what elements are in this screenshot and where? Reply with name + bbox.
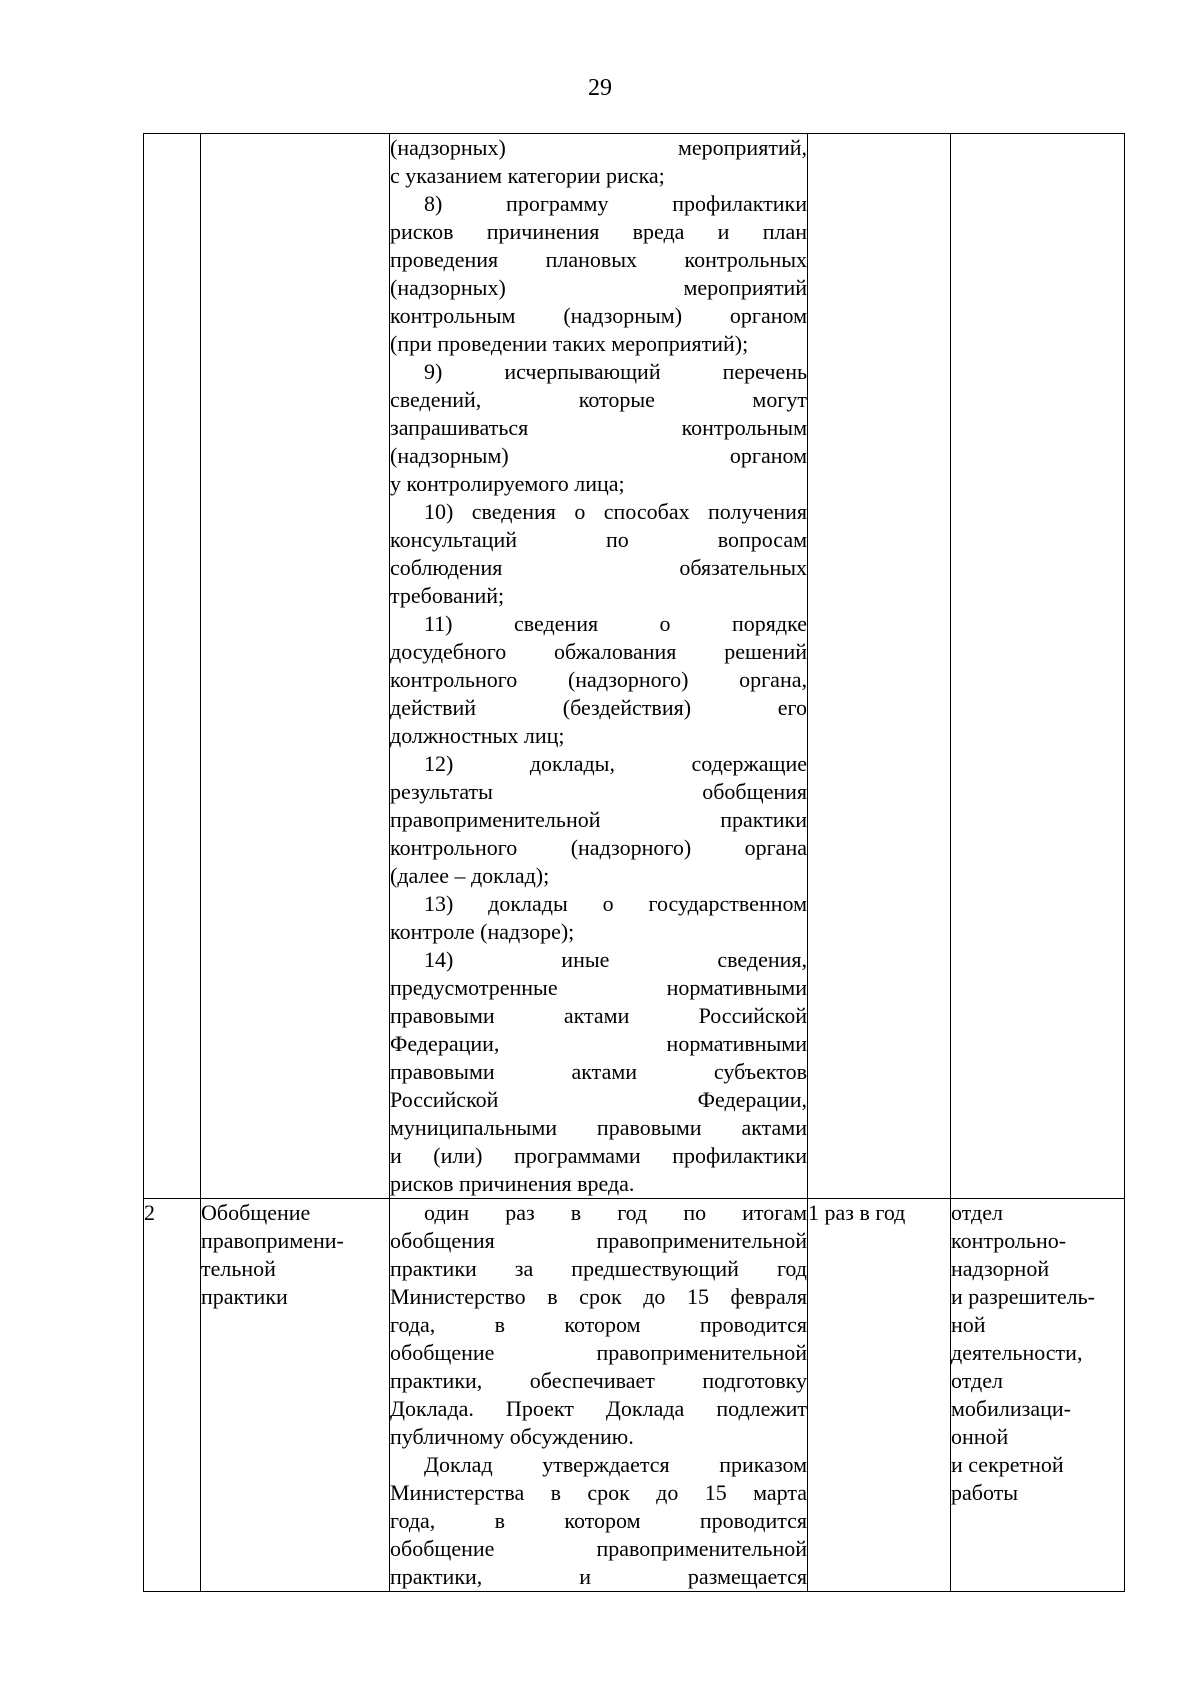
responsible-line: ной — [951, 1312, 986, 1337]
description-line: контрольным (надзорным) органом — [390, 303, 807, 328]
description-line: Доклада. Проект Доклада подлежит — [390, 1396, 807, 1421]
responsible-line: отдел — [951, 1368, 1003, 1393]
description-line: (при проведении таких мероприятий); — [390, 331, 749, 356]
responsible-line: надзорной — [951, 1256, 1050, 1281]
description-line: у контролируемого лица; — [390, 471, 625, 496]
measure-name-cell — [201, 1199, 390, 1592]
description-line: Министерство в срок до 15 февраля — [390, 1284, 807, 1309]
table-row — [144, 1199, 1125, 1592]
responsible-cell — [951, 1199, 1125, 1592]
row-number-cell — [144, 1199, 201, 1592]
description-line: результаты обобщения — [390, 779, 807, 804]
description-line: года, в котором проводится — [390, 1508, 807, 1533]
description-line: Федерации, нормативными — [390, 1031, 807, 1056]
description-line: 12) доклады, содержащие — [424, 751, 807, 776]
measure-name-cell — [201, 134, 390, 1199]
description-line: предусмотренные нормативными — [390, 975, 807, 1000]
description-line: сведений, которые могут — [390, 387, 807, 412]
measure-name-line: правопримени- — [201, 1228, 344, 1253]
term-text: 1 раз в год — [808, 1200, 906, 1225]
responsible-line: отдел — [951, 1200, 1003, 1225]
description-line: 13) доклады о государственном — [424, 891, 807, 916]
responsible-line: и разрешитель- — [951, 1284, 1095, 1309]
description-line: (надзорным) органом — [390, 443, 807, 468]
measures-table — [143, 133, 1125, 1592]
description-line: 9) исчерпывающий перечень — [424, 359, 807, 384]
table-row — [144, 134, 1125, 1199]
description-line: (надзорных) мероприятий — [390, 275, 807, 300]
description-line: соблюдения обязательных — [390, 555, 807, 580]
measure-description-cell — [390, 1199, 808, 1592]
description-line: с указанием категории риска; — [390, 163, 665, 188]
description-line: (надзорных) мероприятий, — [390, 135, 807, 160]
description-line: консультаций по вопросам — [390, 527, 807, 552]
page-number: 29 — [588, 75, 612, 101]
row-number-cell — [144, 134, 201, 1199]
description-line: запрашиваться контрольным — [390, 415, 807, 440]
description-line: Российской Федерации, — [390, 1087, 807, 1112]
measure-description-cell — [390, 134, 808, 1199]
description-line: (далее – доклад); — [390, 863, 550, 888]
description-line: практики, и размещается — [390, 1564, 807, 1589]
responsible-line: работы — [951, 1480, 1019, 1505]
description-line: года, в котором проводится — [390, 1312, 807, 1337]
description-line: Министерства в срок до 15 марта — [390, 1480, 807, 1505]
description-line: проведения плановых контрольных — [390, 247, 807, 272]
description-line: рисков причинения вреда. — [390, 1171, 635, 1196]
description-line: правовыми актами субъектов — [390, 1059, 807, 1084]
description-line: контрольного (надзорного) органа — [390, 835, 807, 860]
description-line: правоприменительной практики — [390, 807, 807, 832]
description-line: практики за предшествующий год — [390, 1256, 807, 1281]
description-line: муниципальными правовыми актами — [390, 1115, 807, 1140]
description-line: контрольного (надзорного) органа, — [390, 667, 807, 692]
description-line: требований; — [390, 583, 505, 608]
responsible-line: мобилизаци- — [951, 1396, 1071, 1421]
description-line: один раз в год по итогам — [424, 1200, 807, 1225]
term-cell — [808, 134, 951, 1199]
measure-name-line: тельной — [201, 1256, 276, 1281]
row-number: 2 — [144, 1200, 155, 1225]
measure-name-line: практики — [201, 1284, 288, 1309]
description-line: практики, обеспечивает подготовку — [390, 1368, 807, 1393]
description-line: обобщения правоприменительной — [390, 1228, 807, 1253]
description-line: Доклад утверждается приказом — [424, 1452, 807, 1477]
description-line: 8) программу профилактики — [424, 191, 807, 216]
description-line: обобщение правоприменительной — [390, 1536, 807, 1561]
responsible-line: деятельности, — [951, 1340, 1083, 1365]
description-line: правовыми актами Российской — [390, 1003, 807, 1028]
description-line: досудебного обжалования решений — [390, 639, 807, 664]
description-line: должностных лиц; — [390, 723, 565, 748]
description-line: рисков причинения вреда и план — [390, 219, 807, 244]
description-line: и (или) программами профилактики — [390, 1143, 807, 1168]
responsible-line: онной — [951, 1424, 1009, 1449]
description-line: публичному обсуждению. — [390, 1424, 634, 1449]
description-line: 10) сведения о способах получения — [424, 499, 807, 524]
description-line: 11) сведения о порядке — [424, 611, 807, 636]
description-line: обобщение правоприменительной — [390, 1340, 807, 1365]
description-line: действий (бездействия) его — [390, 695, 807, 720]
responsible-cell — [951, 134, 1125, 1199]
term-cell — [808, 1199, 951, 1592]
description-line: 14) иные сведения, — [424, 947, 807, 972]
measure-name-line: Обобщение — [201, 1200, 311, 1225]
description-line: контроле (надзоре); — [390, 919, 575, 944]
responsible-line: и секретной — [951, 1452, 1064, 1477]
responsible-line: контрольно- — [951, 1228, 1067, 1253]
